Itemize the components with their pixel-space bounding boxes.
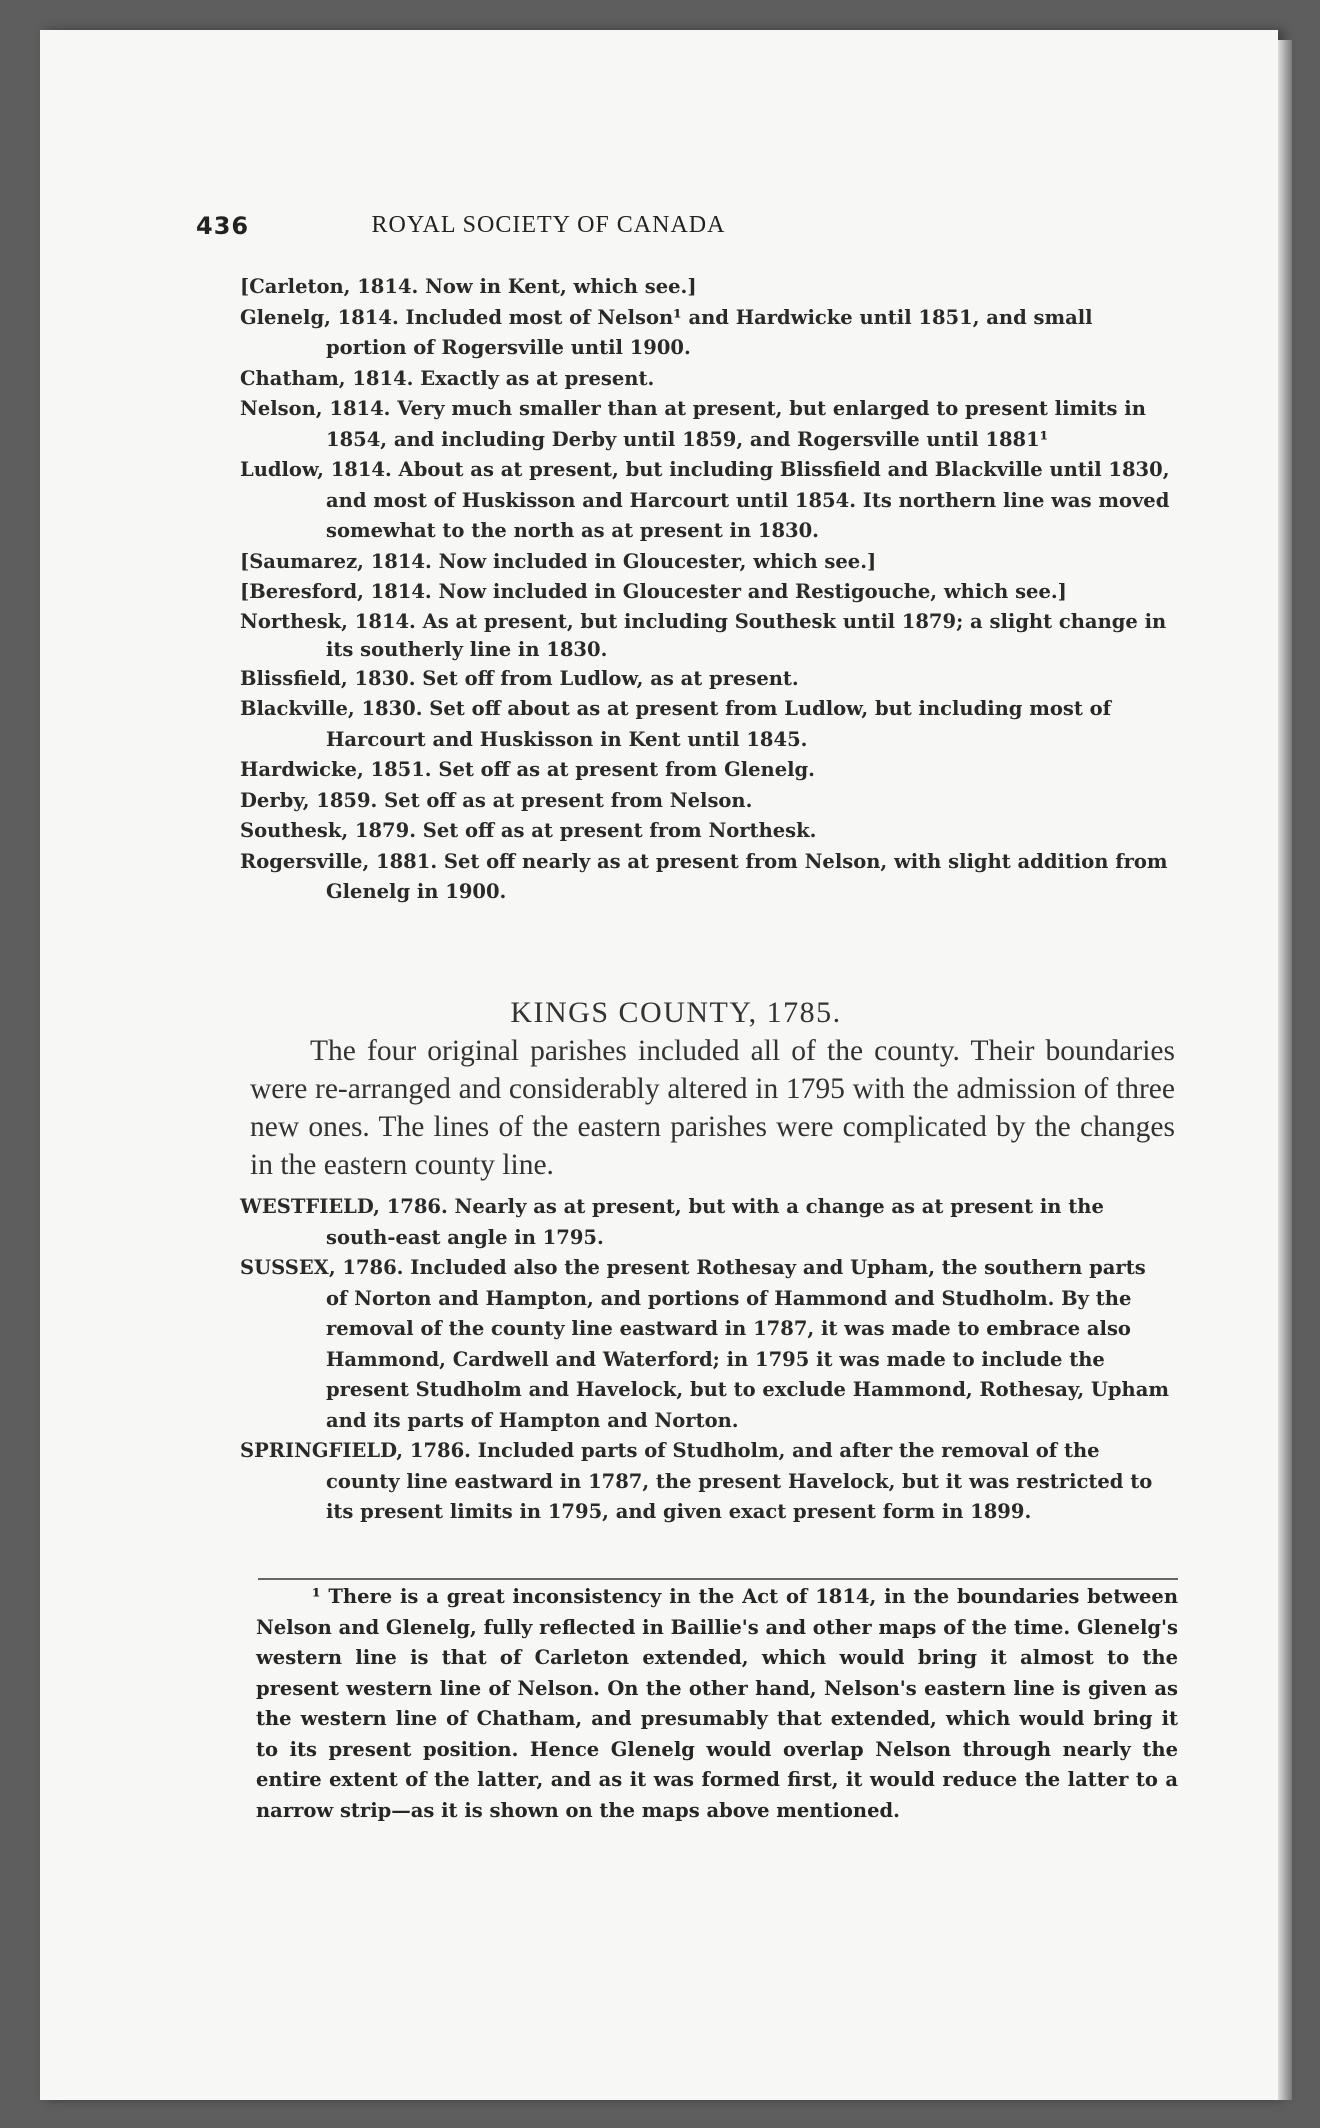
- parish-entry-hardwicke: Hardwicke, 1851. Set off as at present from Glenelg.: [240, 758, 815, 781]
- parish-entry-derby: Derby, 1859. Set off as at present from Nelson.: [240, 788, 753, 812]
- parish-entry-springfield: SPRINGFIELD, 1786. Included parts of Studholm, and after the removal of the county line eastward in 1787, the present Havelock, but it was restricted to its present limits in 1795, and given exact present form in 1899.: [240, 1439, 1153, 1523]
- footnote-divider: [258, 1578, 1178, 1580]
- parish-entry-chatham: Chatham, 1814. Exactly as at present.: [240, 366, 655, 390]
- footnote-text: ¹ There is a great inconsistency in the Act of 1814, in the boundaries between Nelson and Glenelg, fully reflected in Baillie's and other maps of the time. Glenelg's western line is that of Carleton extended, which would bring it almost to the present western line of Nelson. On the other hand, Nelson's eastern line is given as the western line of Chatham, and presumably that extended, which would bring it to its present position. Hence Glenelg would overlap Nelson through nearly the entire extent of the latter, and as it was formed first, it would reduce the latter to a narrow strip—as it is shown on the maps above mentioned.: [256, 1585, 1178, 1822]
- parish-list-kings-county: [240, 1192, 1170, 1528]
- parish-entry-blissfield: Blissfield, 1830. Set off from Ludlow, as at present.: [240, 666, 799, 690]
- page-header: [196, 212, 901, 252]
- parish-entry-carleton: [Carleton, 1814. Now in Kent, which see.]: [240, 275, 697, 298]
- parish-entry-sussex: SUSSEX, 1786. Included also the present Rothesay and Upham, the southern parts of Norton and Hampton, and portions of Hammond and Studholm. By the removal of the county line eastward in 1787, it was made to embrace also Hammond, Cardwell and Waterford; in 1795 it was made to include the present Studholm and Havelock, but to exclude Hammond, Rothesay, Upham and its parts of Hampton and Norton.: [240, 1256, 1169, 1432]
- section-heading-kings-county: KINGS COUNTY, 1785.: [510, 996, 842, 1029]
- running-title: ROYAL SOCIETY OF CANADA: [371, 212, 726, 238]
- page-number: 436: [196, 212, 250, 240]
- parish-entry-ludlow: Ludlow, 1814. About as at present, but including Blissfield and Blackville until 1830, and most of Huskisson and Harcourt until 1854. Its northern line was moved somewhat to the north as at present in 1830.: [240, 458, 1170, 542]
- parish-entry-rogersville: Rogersville, 1881. Set off nearly as at present from Nelson, with slight addition from Glenelg in 1900.: [240, 849, 1168, 903]
- intro-text: The four original parishes included all of the county. Their boundaries were re-arranged and considerably altered in 1795 with the admission of three new ones. The lines of the eastern parishes were complicated by the changes in the eastern county line.: [250, 1035, 1175, 1181]
- parish-entry-southesk: Southesk, 1879. Set off as at present from Northesk.: [240, 819, 817, 842]
- section-intro-paragraph: [250, 1032, 1175, 1184]
- parish-entry-glenelg: Glenelg, 1814. Included most of Nelson¹ and Hardwicke until 1851, and small portion of Rogersville until 1900.: [240, 305, 1093, 359]
- parish-entry-westfield: WESTFIELD, 1786. Nearly as at present, but with a change as at present in the south-east angle in 1795.: [240, 1195, 1104, 1249]
- parish-entry-beresford: [Beresford, 1814. Now included in Gloucester and Restigouche, which see.]: [240, 580, 1067, 603]
- parish-entry-saumarez: [Saumarez, 1814. Now included in Gloucester, which see.]: [240, 549, 877, 573]
- parish-list-northumberland: [240, 272, 1170, 908]
- footnote: [256, 1582, 1178, 1826]
- parish-entry-nelson: Nelson, 1814. Very much smaller than at present, but enlarged to present limits in 1854, and including Derby until 1859, and Rogersville until 1881¹: [240, 397, 1146, 451]
- parish-entry-blackville: Blackville, 1830. Set off about as at present from Ludlow, but including most of Harcourt and Huskisson in Kent until 1845.: [240, 697, 1112, 751]
- parish-entry-northesk: Northesk, 1814. As at present, but including Southesk until 1879; a slight change in its southerly line in 1830.: [240, 609, 1167, 661]
